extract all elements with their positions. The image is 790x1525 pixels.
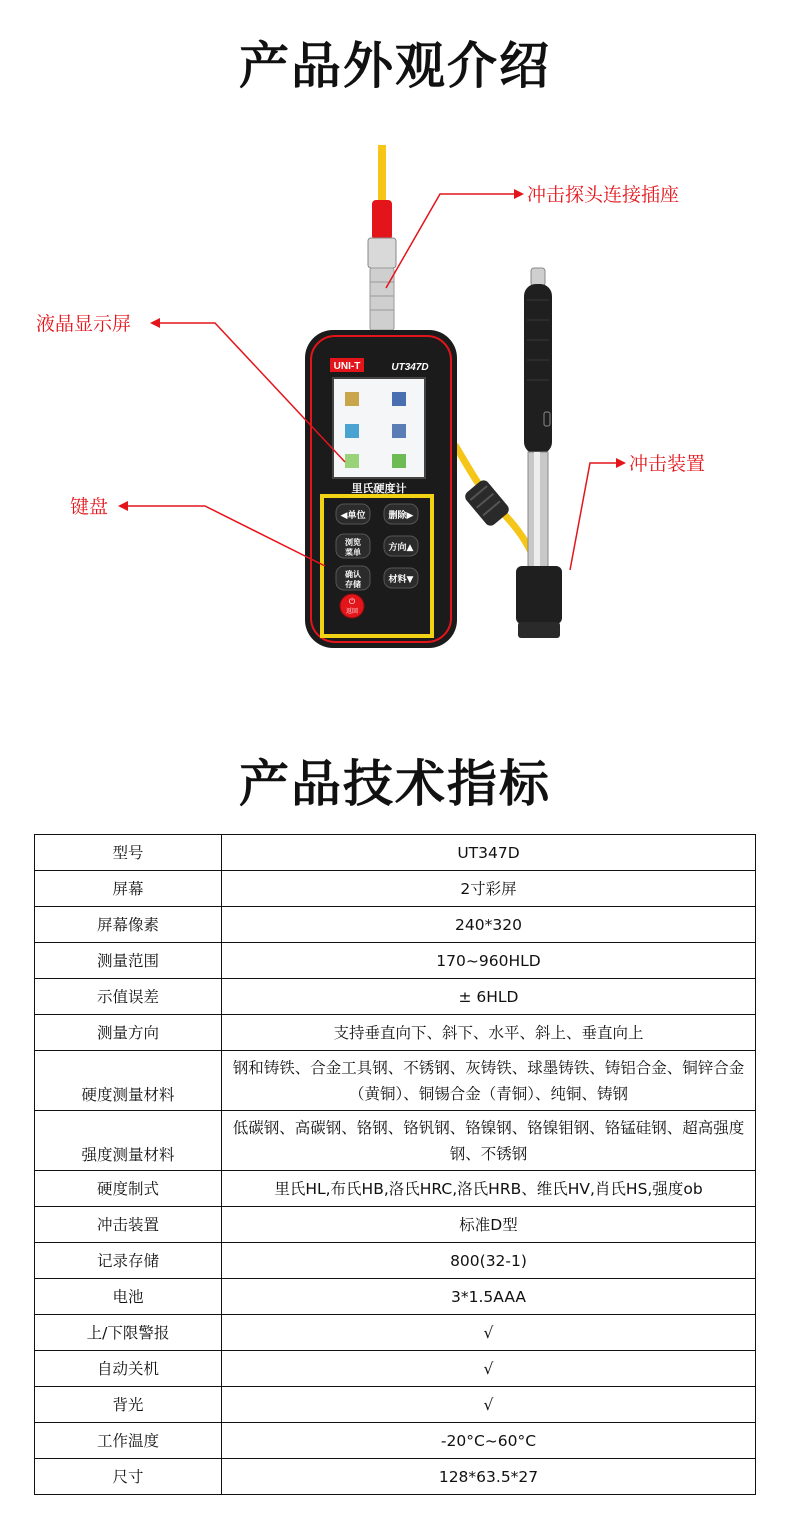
table-row [35, 1051, 756, 1111]
return-button-label: 返回 [345, 608, 359, 615]
table-row [35, 943, 756, 979]
cable-spring [463, 478, 511, 528]
spec-value: √ [222, 1351, 756, 1387]
spec-value: 3*1.5AAA [222, 1279, 756, 1315]
power-icon: ⏻ [348, 597, 356, 606]
callout-line-keyboard [118, 501, 325, 566]
unit-button-label: ◀单位 [340, 511, 366, 521]
callout-impact-device: 冲击装置 [629, 453, 706, 475]
confirm-save-button[interactable] [336, 566, 370, 590]
screen-icon [345, 392, 359, 406]
callout-probe-socket: 冲击探头连接插座 [527, 184, 680, 206]
screen-icon [392, 454, 406, 468]
table-row [35, 835, 756, 871]
spec-table [34, 834, 756, 1495]
hardness-tester-body [305, 330, 457, 648]
spec-label: 屏幕像素 [35, 907, 222, 943]
confirm-button-label-line2: 存储 [345, 580, 361, 589]
spec-label: 电池 [35, 1279, 222, 1315]
material-button-label: 材料▼ [388, 575, 414, 585]
table-row [35, 1207, 756, 1243]
delete-button[interactable] [384, 504, 418, 524]
spec-label: 记录存储 [35, 1243, 222, 1279]
spec-label: 硬度制式 [35, 1171, 222, 1207]
callout-line-probe-socket [386, 189, 524, 288]
spec-value: 2寸彩屏 [222, 871, 756, 907]
probe-cable [368, 145, 396, 330]
spec-value: √ [222, 1315, 756, 1351]
spec-value: 170~960HLD [222, 943, 756, 979]
spec-label: 屏幕 [35, 871, 222, 907]
spec-label: 工作温度 [35, 1423, 222, 1459]
delete-button-label: 删除▶ [388, 511, 414, 521]
screen-icon [392, 392, 406, 406]
direction-button[interactable] [384, 536, 418, 556]
table-row [35, 1387, 756, 1423]
callout-lcd-screen: 液晶显示屏 [36, 313, 132, 335]
spec-label: 型号 [35, 835, 222, 871]
spec-value: -20°C~60°C [222, 1423, 756, 1459]
section-title-specs: 产品技术指标 [239, 755, 551, 813]
spec-value: √ [222, 1387, 756, 1423]
spec-label: 尺寸 [35, 1459, 222, 1495]
spec-value: 128*63.5*27 [222, 1459, 756, 1495]
table-row [35, 1171, 756, 1207]
callout-keyboard: 键盘 [70, 496, 109, 518]
spec-label: 测量范围 [35, 943, 222, 979]
power-return-button[interactable] [340, 594, 364, 618]
browse-menu-button[interactable] [336, 534, 370, 558]
screen-icon [345, 454, 359, 468]
spec-value: 800(32-1) [222, 1243, 756, 1279]
spec-value: 低碳钢、高碳钢、铬钢、铬钒钢、铬镍钢、铬镍钼钢、铬锰硅钢、超高强度钢、不锈钢 [222, 1111, 756, 1171]
table-row [35, 1279, 756, 1315]
browse-button-label-line1: 浏览 [345, 538, 361, 547]
spec-value: 钢和铸铁、合金工具钢、不锈钢、灰铸铁、球墨铸铁、铸铝合金、铜锌合金（黄铜）、铜锡合金（青铜）、纯铜、铸钢 [222, 1051, 756, 1111]
device-model-label: UT347D [391, 362, 429, 373]
screen-icon [392, 424, 406, 438]
table-row [35, 1111, 756, 1171]
screen-caption: 里氏硬度计 [351, 482, 407, 495]
spec-value: 标准D型 [222, 1207, 756, 1243]
table-row [35, 1423, 756, 1459]
table-row [35, 1015, 756, 1051]
device-brand-logo: UNI-T [333, 361, 361, 372]
spec-label: 冲击装置 [35, 1207, 222, 1243]
spec-label: 硬度测量材料 [35, 1051, 222, 1111]
section-title-appearance: 产品外观介绍 [239, 37, 551, 95]
browse-button-label-line2: 菜单 [345, 548, 361, 557]
spec-label: 背光 [35, 1387, 222, 1423]
table-row [35, 1315, 756, 1351]
table-row [35, 1243, 756, 1279]
table-row [35, 1459, 756, 1495]
spec-label: 示值误差 [35, 979, 222, 1015]
spec-label: 自动关机 [35, 1351, 222, 1387]
spec-value: 支持垂直向下、斜下、水平、斜上、垂直向上 [222, 1015, 756, 1051]
confirm-button-label-line1: 确认 [345, 570, 361, 579]
spec-table-body [35, 835, 756, 1495]
spec-label: 强度测量材料 [35, 1111, 222, 1171]
spec-value: 240*320 [222, 907, 756, 943]
spec-label: 测量方向 [35, 1015, 222, 1051]
screen-icon [345, 424, 359, 438]
material-button[interactable] [384, 568, 418, 588]
table-row [35, 907, 756, 943]
table-row [35, 1351, 756, 1387]
table-row [35, 979, 756, 1015]
spec-value: UT347D [222, 835, 756, 871]
table-row [35, 871, 756, 907]
callout-line-impact-device [570, 458, 626, 570]
spec-label: 上/下限警报 [35, 1315, 222, 1351]
unit-button[interactable] [336, 504, 370, 524]
spec-value: 里氏HL,布氏HB,洛氏HRC,洛氏HRB、维氏HV,肖氏HS,强度ob [222, 1171, 756, 1207]
impact-device [516, 268, 562, 638]
spec-value: ± 6HLD [222, 979, 756, 1015]
direction-button-label: 方向▲ [388, 543, 414, 553]
